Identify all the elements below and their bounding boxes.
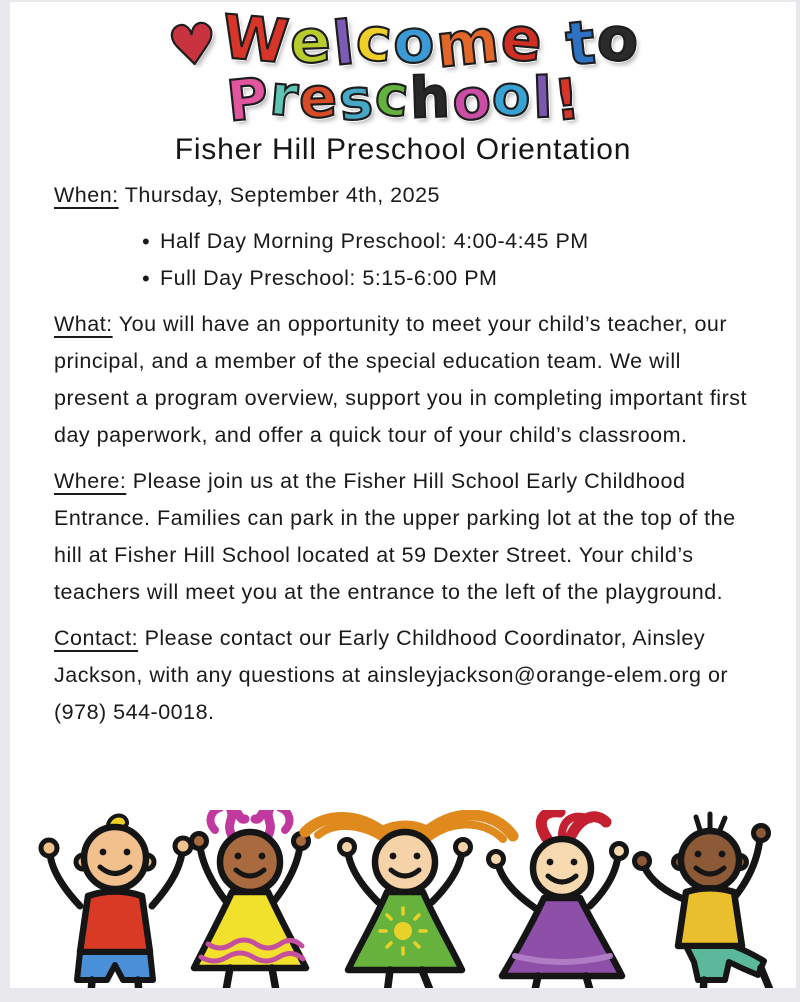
sun bbox=[394, 922, 412, 940]
title-letter: W bbox=[219, 2, 292, 78]
when-text: Thursday, September 4th, 2025 bbox=[124, 183, 441, 208]
children-illustration bbox=[10, 810, 796, 988]
heart-icon: ♥ bbox=[164, 11, 221, 81]
title-letter: o bbox=[448, 66, 494, 136]
title-row-2 bbox=[10, 62, 796, 136]
shirt bbox=[80, 892, 150, 953]
title-letter: ! bbox=[550, 67, 583, 135]
title-letter: t bbox=[563, 7, 599, 81]
flyer-body bbox=[10, 167, 796, 731]
section-contact bbox=[54, 620, 758, 731]
flyer-paper bbox=[10, 2, 796, 988]
what-text: You will have an opportunity to meet your child’s teacher, our principal, and a member of the special education team. We will present a program overview, support you in completing important first day paperwork, and offer a quick tour of your child’s classroom. bbox=[54, 312, 747, 448]
where-label: Where: bbox=[54, 469, 127, 494]
page-title: Fisher Hill Preschool Orientation bbox=[174, 133, 632, 167]
title-letter: o bbox=[594, 3, 642, 77]
title-letter: c bbox=[352, 3, 395, 77]
what-label: What: bbox=[54, 312, 113, 337]
child-boy-yellow-shirt bbox=[635, 814, 771, 988]
hair bbox=[541, 812, 560, 840]
section-what bbox=[54, 306, 758, 454]
where-text: Please join us at the Fisher Hill School Early Childhood Entrance. Families can park in the upper parking lot at the top of the hill at Fisher Hill School located at 59 Dexter Street. Your child’s teachers will meet you at the entrance to the left of the playground. bbox=[54, 469, 736, 605]
title-row-1 bbox=[10, 2, 796, 83]
child-girl-yellow-dress bbox=[192, 810, 309, 988]
head bbox=[681, 831, 739, 889]
title-letter: e bbox=[289, 6, 333, 78]
when-label: When: bbox=[54, 183, 119, 208]
head bbox=[375, 832, 435, 892]
title-letter: P bbox=[223, 66, 272, 136]
title-letter bbox=[543, 12, 566, 73]
when-times-list bbox=[54, 223, 758, 297]
list-item-full-day: • Full Day Preschool: 5:15-6:00 PM bbox=[54, 260, 758, 297]
title-letter: o bbox=[391, 6, 436, 78]
pants bbox=[686, 946, 764, 980]
head bbox=[533, 839, 591, 897]
title-letter: r bbox=[267, 63, 301, 131]
title-letter: l bbox=[531, 65, 553, 132]
contact-label: Contact: bbox=[54, 626, 139, 651]
child-girl-green-dress bbox=[305, 815, 513, 988]
section-where bbox=[54, 463, 758, 611]
title-letter: e bbox=[498, 3, 545, 77]
contact-text: Please contact our Early Childhood Coordinator, Ainsley Jackson, with any questions at ainsleyjackson@orange-elem.org or (978) 544-0018. bbox=[54, 626, 729, 725]
shorts bbox=[77, 952, 153, 980]
title-letter: m bbox=[433, 5, 503, 83]
section-when bbox=[54, 177, 758, 214]
title-letter: o bbox=[489, 62, 534, 131]
head bbox=[84, 827, 146, 889]
head bbox=[220, 832, 280, 892]
title-letter: h bbox=[408, 65, 451, 132]
title-letter: s bbox=[336, 66, 377, 135]
title-letter: l bbox=[329, 8, 358, 80]
shirt bbox=[678, 888, 742, 946]
title-letter: c bbox=[372, 62, 411, 131]
list-item-half-day: • Half Day Morning Preschool: 4:00-4:45 PM bbox=[54, 223, 758, 260]
flyer-title-art bbox=[10, 2, 796, 136]
title-letter: e bbox=[298, 65, 339, 132]
child-boy-red-shirt bbox=[41, 816, 191, 988]
